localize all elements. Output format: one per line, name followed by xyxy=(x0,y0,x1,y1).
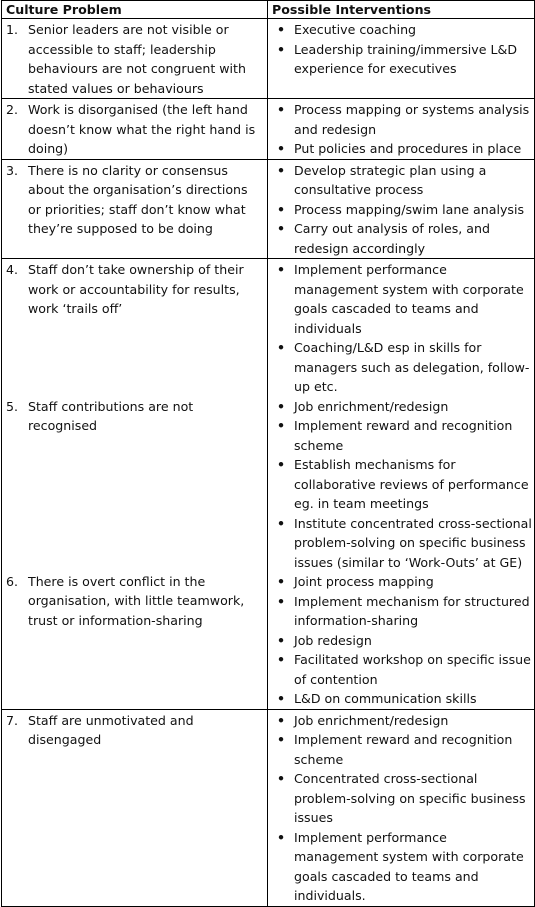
intervention-text: Implement reward and recognition scheme xyxy=(294,732,513,767)
list-item xyxy=(268,139,532,159)
bullet-icon: • xyxy=(276,732,286,747)
intervention-text: Implement reward and recognition scheme xyxy=(294,418,513,453)
intervention-text: Carry out analysis of roles, and redesign accordingly xyxy=(294,221,490,256)
bullet-icon: • xyxy=(276,574,286,589)
intervention-text: Put policies and procedures in place xyxy=(294,141,522,156)
bullet-icon: • xyxy=(276,652,286,667)
problem-item xyxy=(6,397,263,436)
interventions-list xyxy=(268,711,532,906)
table-row xyxy=(2,99,535,160)
list-item xyxy=(268,730,532,769)
list-item xyxy=(268,650,532,689)
bullet-icon: • xyxy=(276,141,286,156)
problem-text: Work is disorganised (the left hand doesn’t know what the right hand is doing) xyxy=(28,102,256,156)
intervention-text: L&D on communication skills xyxy=(294,691,477,706)
bullet-icon: • xyxy=(276,829,286,845)
table-row xyxy=(2,19,535,99)
intervention-text: Facilitated workshop on specific issue of contention xyxy=(294,652,531,687)
intervention-text: Institute concentrated cross-sectional problem-solving on specific business issues (similar to ‘Work-Outs’ at GE) xyxy=(294,515,532,570)
list-item xyxy=(268,455,532,514)
bullet-icon: • xyxy=(276,771,286,786)
table-row xyxy=(2,709,535,906)
culture-interventions-table xyxy=(1,0,535,907)
problem-item xyxy=(6,161,263,239)
table-row xyxy=(2,159,535,259)
problem-number: 3. xyxy=(6,162,19,178)
list-item xyxy=(268,828,532,906)
list-item xyxy=(268,631,532,651)
problem-text: There is no clarity or consensus about the organisation’s directions or priorities; staff don’t know what they’re supposed to be doing xyxy=(28,162,248,236)
list-item xyxy=(268,100,532,139)
problem-text: Staff contributions are not recognised xyxy=(28,398,194,433)
bullet-icon: • xyxy=(276,41,286,57)
bullet-icon: • xyxy=(276,262,286,277)
list-item xyxy=(268,161,532,200)
interventions-cell xyxy=(268,259,535,710)
intervention-text: Executive coaching xyxy=(294,22,417,37)
intervention-text: Coaching/L&D esp in skills for managers such as delegation, follow-up etc. xyxy=(294,340,530,394)
bullet-icon: • xyxy=(276,398,286,414)
bullet-icon: • xyxy=(276,593,286,609)
intervention-text: Process mapping or systems analysis and redesign xyxy=(294,102,530,137)
interventions-cell xyxy=(268,19,535,99)
problem-text: There is overt conflict in the organisation, with little teamwork, trust or information-sharing xyxy=(28,573,245,628)
problem-cell xyxy=(2,259,268,710)
problem-cell xyxy=(2,159,268,259)
interventions-list xyxy=(268,20,532,79)
list-item xyxy=(268,219,532,258)
list-item xyxy=(268,338,532,397)
problem-number: 6. xyxy=(6,573,19,589)
problem-cell xyxy=(2,19,268,99)
problem-item xyxy=(6,711,263,750)
bullet-icon: • xyxy=(276,221,286,236)
spacer xyxy=(6,319,263,397)
bullet-icon: • xyxy=(276,691,286,706)
intervention-text: Develop strategic plan using a consultative process xyxy=(294,162,487,197)
interventions-cell xyxy=(268,99,535,160)
spacer xyxy=(6,436,263,572)
problem-item xyxy=(6,260,263,319)
intervention-text: Implement performance management system with corporate goals cascaded to teams and individuals xyxy=(294,262,524,336)
bullet-icon: • xyxy=(276,340,286,355)
intervention-text: Job enrichment/redesign xyxy=(294,398,449,414)
problem-number: 7. xyxy=(6,712,19,728)
intervention-text: Concentrated cross-sectional problem-solving on specific business issues xyxy=(294,771,526,825)
list-item xyxy=(268,200,532,220)
header-row xyxy=(2,1,535,19)
intervention-text: Joint process mapping xyxy=(294,574,434,589)
problem-number: 4. xyxy=(6,262,19,277)
bullet-icon: • xyxy=(276,632,286,648)
intervention-text: Job enrichment/redesign xyxy=(294,712,449,728)
list-item xyxy=(268,416,532,455)
interventions-list xyxy=(268,161,532,259)
problem-text: Senior leaders are not visible or accessible to staff; leadership behaviours are not congruent with stated values or behaviours xyxy=(28,22,246,96)
list-item xyxy=(268,260,532,338)
list-item xyxy=(268,689,532,709)
problem-item xyxy=(6,100,263,159)
intervention-text: Leadership training/immersive L&D experience for executives xyxy=(294,41,518,76)
bullet-icon: • xyxy=(276,515,286,531)
table-row xyxy=(2,259,535,710)
header-culture-problem: Culture Problem xyxy=(2,1,268,19)
problem-item xyxy=(6,20,263,98)
intervention-text: Implement mechanism for structured information-sharing xyxy=(294,593,530,628)
list-item xyxy=(268,20,532,40)
list-item xyxy=(268,711,532,731)
bullet-icon: • xyxy=(276,418,286,433)
problem-item xyxy=(6,572,263,631)
interventions-cell xyxy=(268,159,535,259)
list-item xyxy=(268,572,532,592)
problem-cell xyxy=(2,99,268,160)
bullet-icon: • xyxy=(276,162,286,178)
header-possible-interventions: Possible Interventions xyxy=(268,1,535,19)
interventions-list xyxy=(268,260,532,709)
problem-number: 2. xyxy=(6,102,19,117)
bullet-icon: • xyxy=(276,712,286,728)
interventions-list xyxy=(268,100,532,159)
problem-text: Staff are unmotivated and disengaged xyxy=(28,712,194,747)
bullet-icon: • xyxy=(276,102,286,117)
problem-number: 1. xyxy=(6,22,19,37)
list-item xyxy=(268,397,532,417)
intervention-text: Job redesign xyxy=(294,632,372,648)
interventions-cell xyxy=(268,709,535,906)
bullet-icon: • xyxy=(276,457,286,472)
list-item xyxy=(268,769,532,828)
intervention-text: Process mapping/swim lane analysis xyxy=(294,201,525,217)
list-item xyxy=(268,592,532,631)
list-item xyxy=(268,514,532,573)
list-item xyxy=(268,40,532,79)
problem-number: 5. xyxy=(6,398,19,414)
problem-cell xyxy=(2,709,268,906)
bullet-icon: • xyxy=(276,22,286,37)
problem-text: Staff don’t take ownership of their work or accountability for results, work ‘trails off’ xyxy=(28,262,244,316)
intervention-text: Establish mechanisms for collaborative reviews of performance eg. in team meetings xyxy=(294,457,529,511)
intervention-text: Implement performance management system with corporate goals cascaded to teams and individuals. xyxy=(294,829,524,903)
bullet-icon: • xyxy=(276,201,286,217)
